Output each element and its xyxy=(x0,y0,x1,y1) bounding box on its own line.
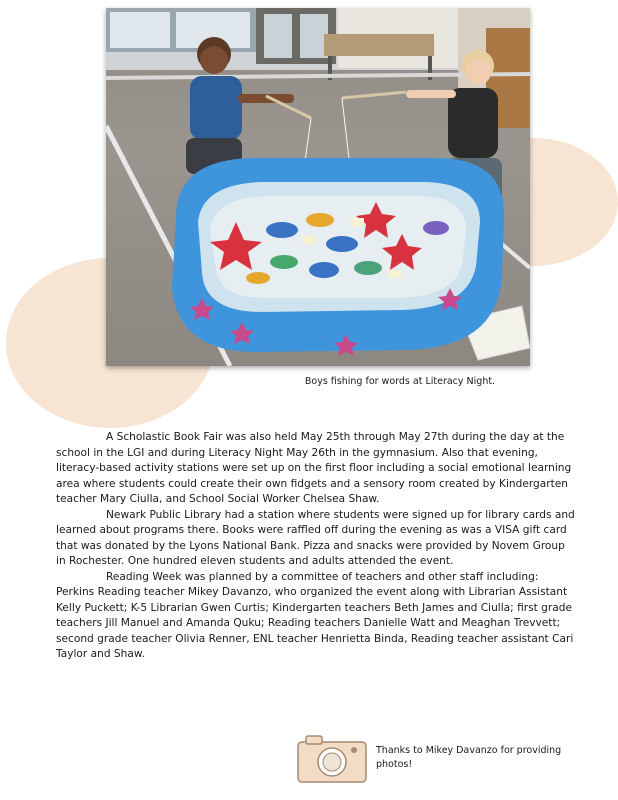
photo-credit: Thanks to Mikey Davanzo for providing photos! xyxy=(376,745,562,770)
paragraph: A Scholastic Book Fair was also held May 25th through May 27th during the day at the school in the LGI and during Literacy Night May 26th in the gymnasium. Also that evening, literacy-based activity stations were set up on the first floor including a social emotional learning area where students could create their own fidgets and a sensory room created by Kindergarten teacher Mary Ciulla, and School Social Worker Chelsea Shaw. xyxy=(56,431,572,505)
photo-caption: Boys fishing for words at Literacy Night. xyxy=(304,376,496,387)
photo-scene xyxy=(106,8,530,366)
event-photo xyxy=(106,8,530,366)
paragraph: Newark Public Library had a station where students were signed up for library cards and learned about programs there. Books were raffled off during the evening as was a VISA gift card that was donated by the Lyons National Bank. Pizza and snacks were provided by Novem Group in Rochester. One hundred eleven students and adults attended the event. xyxy=(56,508,575,567)
camera-icon xyxy=(296,732,368,784)
paragraph: Reading Week was planned by a committee of teachers and other staff including: Perkins Reading teacher Mikey Davanzo, who organized the event along with Librarian Assistant Kelly Puckett; K-5 Librarian Gwen Curtis; Kindergarten teachers Beth James and Ciulla; first grade teachers Jill Manuel and Amanda Quku; Reading teachers Danielle Watt and Meaghan Trevvett; second grade teacher Olivia Renner, ENL teacher Henrietta Binda, Reading teacher assistant Cari Taylor and Shaw. xyxy=(56,570,574,660)
article-body xyxy=(56,430,576,663)
